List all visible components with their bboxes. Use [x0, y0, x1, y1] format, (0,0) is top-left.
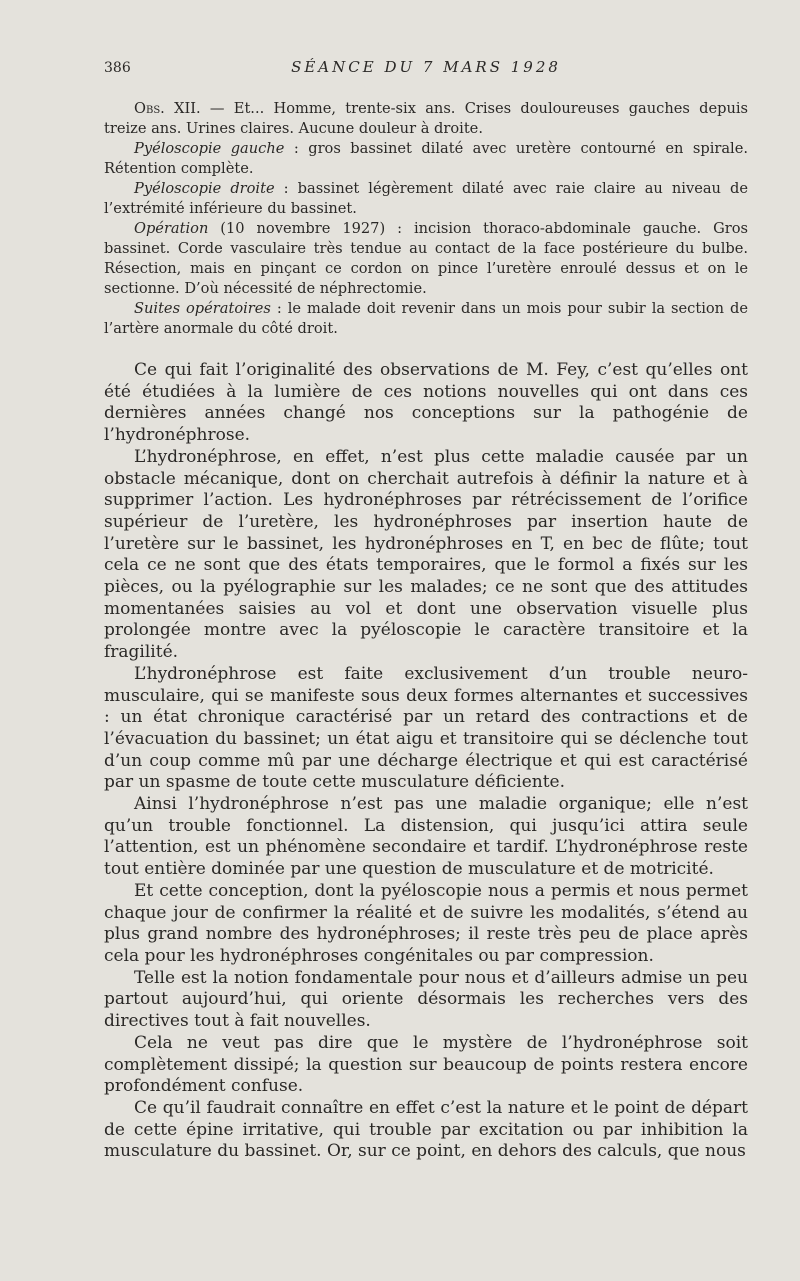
- paragraph: Ainsi l’hydronéphrose n’est pas une maladie organique; elle n’est qu’un trouble fonctionnel. La distension, qui jusqu’ici attira seule l’attention, est un phénomène secondaire et tardif. L’hydronéphrose reste tout entière dominée par une question de musculature et de motricité.: [104, 794, 748, 880]
- obs-intro: Obs. XII. — Et... Homme, trente-six ans. Crises douloureuses gauches depuis treize ans. Urines claires. Aucune douleur à droite.: [104, 100, 748, 137]
- obs-pyeloscopie-gauche: Pyéloscopie gauche : gros bassinet dilaté avec uretère contourné en spirale. Rétention complète.: [104, 140, 748, 177]
- paragraph: Cela ne veut pas dire que le mystère de l’hydronéphrose soit complètement dissipé; la question sur beaucoup de points restera encore profondément confuse.: [104, 1032, 748, 1097]
- paragraph: L’hydronéphrose est faite exclusivement d’un trouble neuro-musculaire, qui se manifeste sous deux formes alternantes et successives : un état chronique caractérisé par un retard des contractions et de l’évacuation du bassinet; un état aigu et transitoire qui se déclenche tout d’un coup comme mû par une décharge électrique et qui est caractérisé par un spasme de toute cette musculature déficiente.: [104, 663, 748, 793]
- obs-pyeloscopie-droite: Pyéloscopie droite : bassinet légèrement dilaté avec raie claire au niveau de l’extrémité inférieure du bassinet.: [104, 180, 748, 217]
- page-header: [104, 58, 748, 80]
- paragraph: Ce qui fait l’originalité des observations de M. Fey, c’est qu’elles ont été étudiées à la lumière de ces notions nouvelles qui ont dans ces dernières années changé nos conceptions sur la pathogénie de l’hydronéphrose.: [104, 360, 748, 446]
- paragraph: L’hydronéphrose, en effet, n’est plus cette maladie causée par un obstacle mécanique, dont on cherchait autrefois à définir la nature et à supprimer l’action. Les hydronéphroses par rétrécissement de l’orifice supérieur de l’uretère, les hydronéphroses par insertion haute de l’uretère sur le bassinet, les hydronéphroses en T, en bec de flûte; tout cela ce ne sont que des états temporaires, que le formol a fixés sur les pièces, ou la pyélographie sur les malades; ce ne sont que des attitudes momentanées saisies au vol et dont une observation visuelle plus prolongée montre avec la pyéloscopie le caractère transitoire et la fragilité.: [104, 446, 748, 663]
- obs-label: Obs.: [134, 100, 165, 117]
- main-text: [104, 360, 748, 1163]
- obs-operation: Opération (10 novembre 1927) : incision thoraco-abdominale gauche. Gros bassinet. Corde vasculaire très tendue au contact de la face postérieure du bulbe. Résection, mais en pinçant ce cordon on pince l’uretère enroulé dessus et on le sectionne. D’où nécessité de néphrectomie.: [104, 220, 748, 297]
- obs-suites-operatoires: Suites opératoires : le malade doit revenir dans un mois pour subir la section de l’artère anormale du côté droit.: [104, 300, 748, 337]
- paragraph: Telle est la notion fondamentale pour nous et d’ailleurs admise un peu partout aujourd’hui, qui oriente désormais les recherches vers des directives tout à fait nouvelles.: [104, 967, 748, 1032]
- page-number: 386: [104, 60, 131, 76]
- running-title: SÉANCE DU 7 MARS 1928: [291, 58, 561, 76]
- paragraph: Ce qu’il faudrait connaître en effet c’est la nature et le point de départ de cette épine irritative, qui trouble par excitation ou par inhibition la musculature du bassinet. Or, sur ce point, en dehors des calculs, que nous: [104, 1097, 748, 1162]
- observation-block: [104, 99, 748, 339]
- paragraph: Et cette conception, dont la pyéloscopie nous a permis et nous permet chaque jour de confirmer la réalité et de suivre les modalités, s’étend au plus grand nombre des hydronéphroses; il reste très peu de place après cela pour les hydronéphroses congénitales ou par compression.: [104, 880, 748, 966]
